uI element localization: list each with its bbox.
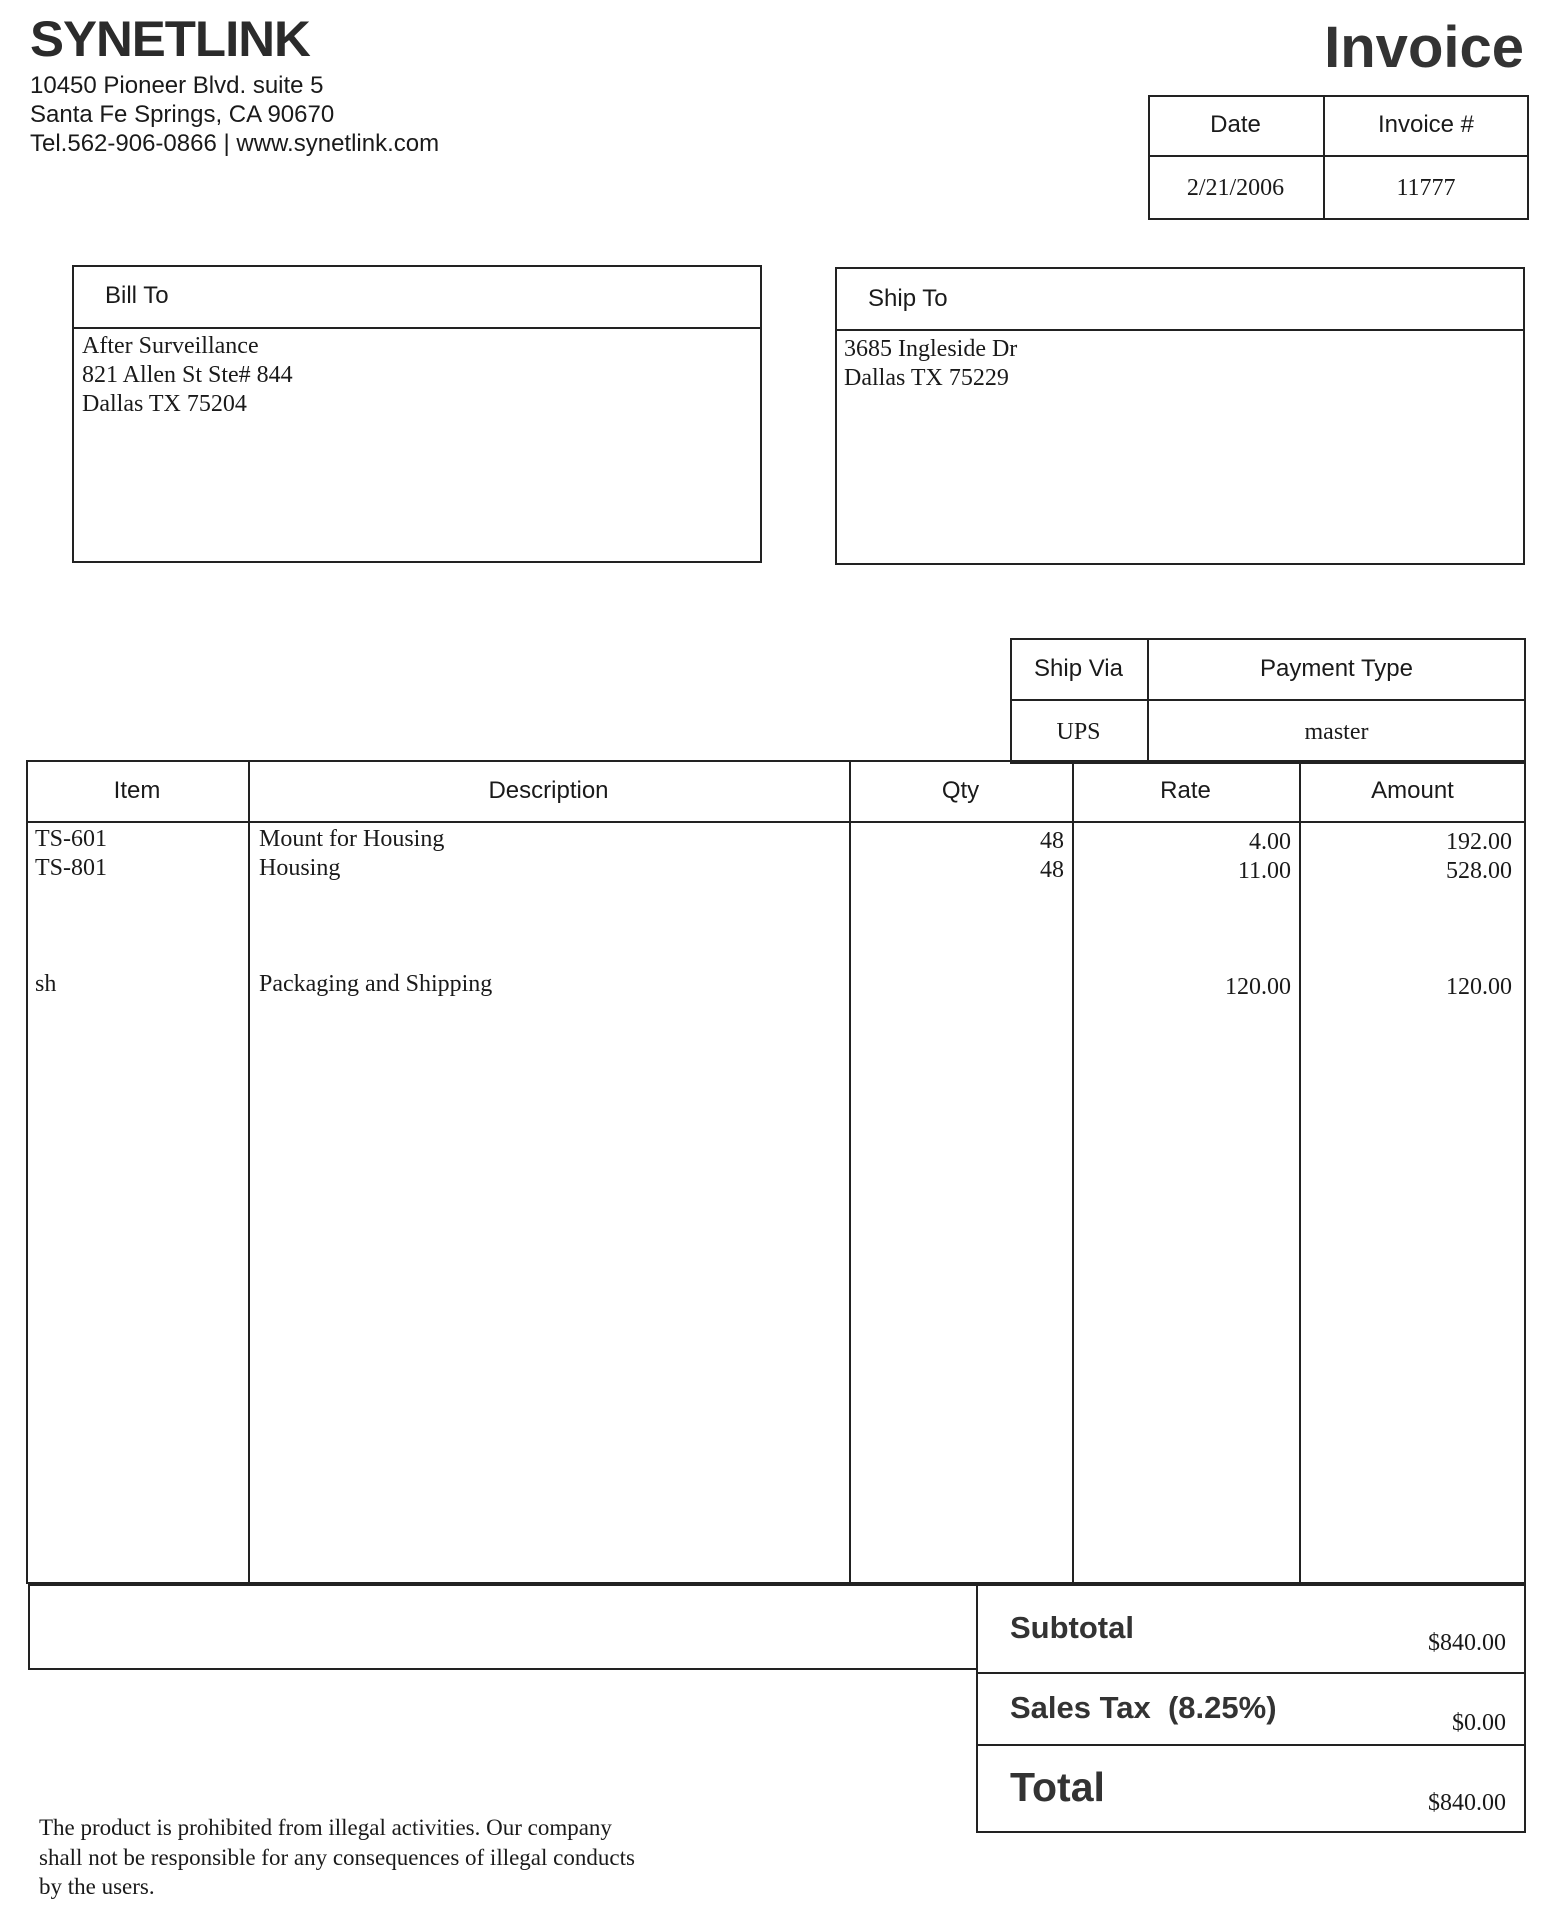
row-amount: 192.00 (1446, 829, 1512, 855)
row-item-code: TS-801 (35, 855, 107, 881)
row-rate: 4.00 (1249, 829, 1291, 855)
sales-tax-value: $0.00 (1452, 1710, 1506, 1736)
sales-tax-label (1010, 1690, 1277, 1726)
sales-tax-text: Sales Tax (1010, 1690, 1151, 1725)
payment-type-label: Payment Type (1260, 654, 1413, 682)
subtotal-value: $840.00 (1428, 1630, 1506, 1656)
invoice-number: 11777 (1396, 175, 1456, 201)
row-amount: 120.00 (1446, 974, 1512, 1000)
items-table (26, 760, 1526, 1584)
bill-to-address (82, 332, 293, 419)
bill-to-line2: 821 Allen St Ste# 844 (82, 362, 293, 388)
ship-to-address (844, 335, 1017, 393)
total-label: Total (1010, 1764, 1105, 1810)
row-item-code: TS-601 (35, 826, 107, 852)
invoice-date: 2/21/2006 (1186, 175, 1285, 201)
row-amount: 528.00 (1446, 858, 1512, 884)
column-header-amount: Amount (1371, 776, 1454, 804)
sales-tax-rate: (8.25%) (1167, 1690, 1277, 1725)
row-rate: 11.00 (1237, 858, 1291, 884)
company-address-line1: 10450 Pioneer Blvd. suite 5 (30, 72, 324, 99)
notes-box (28, 1584, 978, 1670)
column-header-description: Description (488, 776, 609, 804)
column-header-rate: Rate (1160, 776, 1211, 804)
ship-to-label: Ship To (868, 285, 948, 312)
ship-via-label: Ship Via (1034, 654, 1123, 682)
subtotal-label: Subtotal (1010, 1610, 1134, 1645)
bill-to-line1: After Surveillance (82, 333, 259, 359)
row-qty: 48 (1040, 857, 1064, 883)
column-header-item: Item (113, 776, 161, 804)
invoice-number-label: Invoice # (1377, 111, 1475, 138)
total-value: $840.00 (1428, 1790, 1506, 1816)
company-logo: SYNETLINK (30, 11, 310, 67)
company-contact: Tel.562-906-0866 | www.synetlink.com (30, 130, 440, 157)
row-description: Housing (259, 855, 341, 881)
row-description: Mount for Housing (259, 826, 445, 852)
bill-to-line3: Dallas TX 75204 (82, 391, 247, 417)
row-description: Packaging and Shipping (259, 971, 493, 997)
date-label: Date (1210, 111, 1261, 138)
ship-via-value: UPS (1056, 718, 1101, 745)
row-qty: 48 (1040, 828, 1064, 854)
ship-to-line1: 3685 Ingleside Dr (844, 336, 1018, 362)
disclaimer-text: The product is prohibited from illegal activities. Our company shall not be responsible for any consequences of illegal conducts by the users. (39, 1815, 635, 1899)
row-item-code: sh (35, 971, 57, 997)
ship-to-line2: Dallas TX 75229 (844, 365, 1009, 391)
document-title: Invoice (1324, 15, 1524, 80)
column-header-qty: Qty (941, 776, 980, 804)
company-address-line2: Santa Fe Springs, CA 90670 (30, 101, 335, 128)
payment-type-value: master (1304, 718, 1369, 745)
row-rate: 120.00 (1225, 974, 1291, 1000)
bill-to-label: Bill To (105, 282, 169, 309)
